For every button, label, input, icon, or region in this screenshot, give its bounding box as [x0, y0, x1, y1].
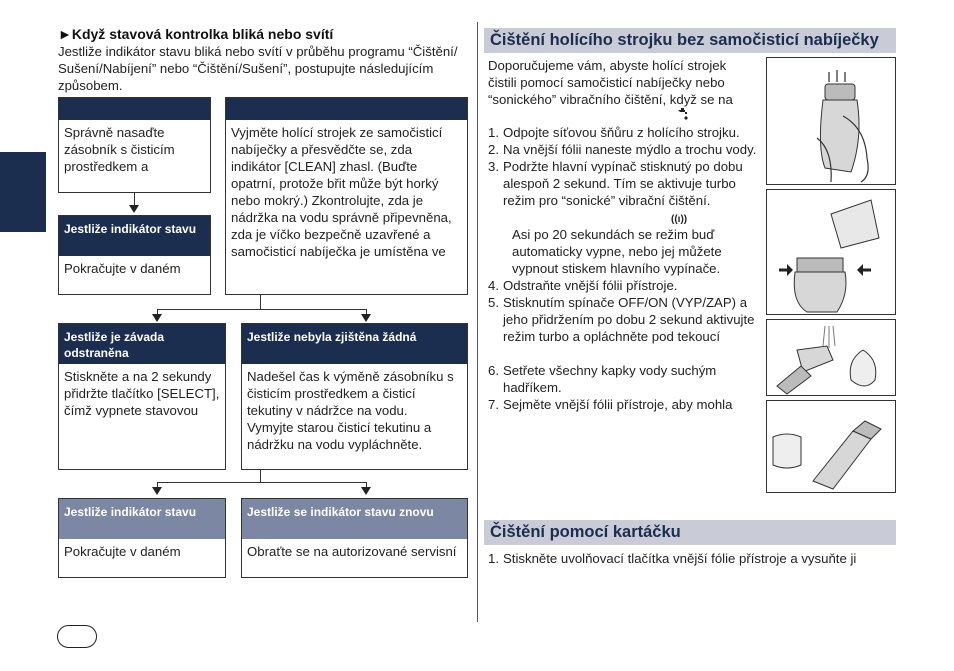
flow-box-header: Jestliže indikátor stavu [59, 499, 225, 539]
step-note: Asi po 20 sekundách se režim buď automaticky vypne, nebo jej můžete vypnout stiskem hlavního vypínače. [512, 227, 722, 276]
flow-arrow-icon [361, 487, 371, 495]
page-number-oval [57, 625, 97, 648]
triangle-bullet-icon: ► [58, 26, 72, 42]
section-title-cleaning-without-charger: Čištění holícího strojku bez samočisticí nabíječky [484, 28, 896, 53]
flow-arrow-icon [152, 487, 162, 495]
step-item: 4. Odstraňte vnější fólii přístroje. [488, 278, 678, 293]
left-heading: ►Když stavová kontrolka bliká nebo svítí [58, 26, 334, 42]
flow-arrow-icon [152, 314, 162, 322]
flow-box-fault-cleared: Jestliže je závada odstraněna Stiskněte a na 2 sekundy přidržte tlačítko [SELECT], čímž vypnete stavovou [58, 323, 226, 470]
column-divider [477, 22, 478, 622]
flow-box-header: Jestliže indikátor stavu [59, 216, 210, 256]
side-language-label: Česky [22, 185, 34, 218]
flow-box-header [226, 98, 467, 120]
illustration-remove-foil [766, 189, 896, 315]
step-item: 5. Stisknutím spínače OFF/ON (VYP/ZAP) a jeho přidržením po dobu 2 sekund aktivujte režim turbo a opláchněte pod tekoucí [488, 295, 755, 344]
flow-connector [157, 482, 367, 483]
step-item: 3. Podržte hlavní vypínač stisknutý po dobu alespoň 2 sekund. Tím se aktivuje turbo režim pro “sonické” vibrační čištění. [488, 159, 743, 208]
section1-intro: Doporučujeme vám, abyste holící strojek čistili pomocí samočisticí nabíječky nebo “sonického” vibračního čištění, když se na [488, 58, 733, 107]
step-item: 1. Stiskněte uvolňovací tlačítka vnější fólie přístroje a vysuňte ji [488, 551, 857, 566]
flow-box-header: Jestliže se indikátor stavu znovu [242, 499, 467, 539]
illustration-dry-cloth [766, 400, 896, 493]
flow-box-no-fault-found: Jestliže nebyla zjištěna žádná Nadešel čas k výměně zásobníku s čisticím prostředkem a čisticí tekutiny v nádržce na vodu. Vymyjte starou čisticí tekutinu a nádržku na vodu vypláchněte. [241, 323, 468, 470]
step-item: 1. Odpojte síťovou šňůru z holícího strojku. [488, 125, 740, 140]
step-item: 6. Setřete všechny kapky vody suchým hadříkem. [488, 363, 717, 395]
flow-box-header: Jestliže je závada odstraněna [59, 324, 225, 364]
section2-steps [488, 550, 898, 567]
section-title-brush-cleaning: Čištění pomocí kartáčku [484, 520, 896, 545]
flow-connector [260, 295, 261, 310]
flow-box-seat-cartridge: Správně nasaďte zásobník s čisticím prostředkem a [58, 97, 211, 193]
illustration-soap-foil [766, 57, 896, 185]
flow-box-header: Jestliže nebyla zjištěna žádná [242, 324, 467, 364]
flow-box-indicator-on-again: Jestliže se indikátor stavu znovu Obraťte se na autorizované servisní [241, 498, 468, 578]
flow-box-indicator-off: Jestliže indikátor stavu Pokračujte v daném [58, 215, 211, 295]
tap-icon [677, 107, 691, 121]
flow-arrow-icon [129, 205, 139, 213]
flow-arrow-icon [361, 314, 371, 322]
sonic-vibration-icon: ((ı)) [671, 214, 688, 225]
flow-connector [157, 309, 367, 310]
flow-box-header [59, 98, 210, 120]
illustration-rinse [766, 319, 896, 396]
step-item: 7. Sejměte vnější fólii přístroje, aby mohla [488, 397, 733, 412]
flow-box-check-charger: Vyjměte holící strojek ze samočisticí nabíječky a přesvědčte se, zda indikátor [CLEAN] zhasl. (Buďte opatrní, protože břit může být horký nebo mokrý.) Zkontrolujte, zda je nádržka na vodu správně připevněna, zda je víčko bezpečně uzavřené a samočisticí nabíječka je umístěna ve [225, 97, 468, 295]
flow-box-indicator-off-2: Jestliže indikátor stavu Pokračujte v daném [58, 498, 226, 578]
step-item: 2. Na vnější fólii naneste mýdlo a trochu vody. [488, 142, 757, 157]
left-intro: Jestliže indikátor stavu bliká nebo svítí v průběhu programu “Čištění/ Sušení/Nabíjení” nebo “Čištění/Sušení”, postupujte následujícím způsobem. [58, 44, 458, 93]
section1-steps [488, 124, 763, 413]
